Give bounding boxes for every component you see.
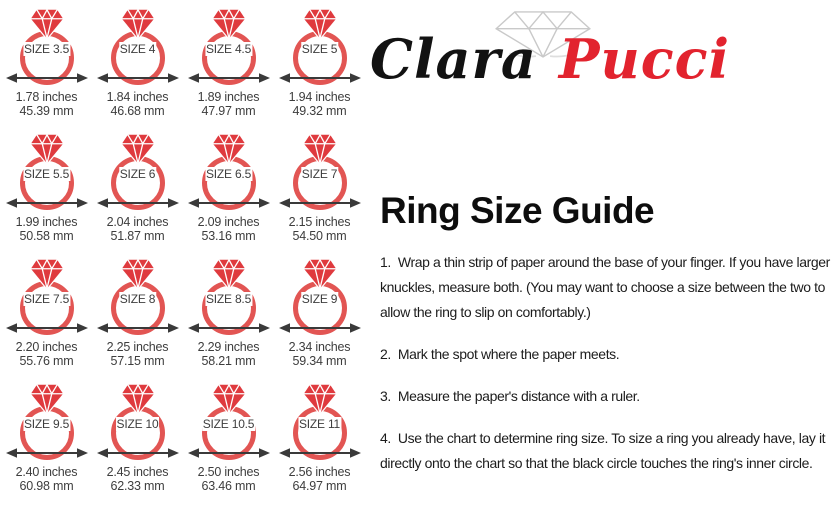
double-headed-arrow-icon <box>279 71 361 85</box>
ring-size-label: SIZE 4 <box>119 42 156 56</box>
ring-measurements <box>274 91 365 118</box>
ring-measurements <box>274 216 365 243</box>
step-text: Mark the spot where the paper meets. <box>397 346 620 362</box>
diamond-gem-icon <box>211 133 247 164</box>
instruction-step <box>380 384 836 409</box>
ring-inches: 2.34 inches <box>288 340 351 354</box>
ring-measurements <box>1 341 92 368</box>
ring-measurements <box>92 216 183 243</box>
ring-mm: 55.76 mm <box>19 353 74 368</box>
ring-size-label: SIZE 6.5 <box>205 167 252 181</box>
ring-size-label: SIZE 10 <box>116 417 159 431</box>
ring-cell <box>92 5 183 130</box>
ring-mm: 51.87 mm <box>110 228 165 243</box>
ring-size-label: SIZE 4.5 <box>205 42 252 56</box>
double-headed-arrow-icon <box>6 196 88 210</box>
step-number: 2. <box>380 346 391 362</box>
ring-mm: 45.39 mm <box>19 103 74 118</box>
ring-inches: 2.04 inches <box>106 215 169 229</box>
instruction-step <box>380 342 836 367</box>
ring-size-grid <box>1 5 367 505</box>
ring-size-label: SIZE 5 <box>301 42 338 56</box>
ring-mm: 53.16 mm <box>201 228 256 243</box>
ring-inches: 2.50 inches <box>197 465 260 479</box>
ring-cell <box>92 130 183 255</box>
step-number: 4. <box>380 430 391 446</box>
brand-name-clara: Clara <box>370 27 537 91</box>
ring-cell <box>274 130 365 255</box>
ring-cell <box>274 380 365 505</box>
ring-mm: 59.34 mm <box>292 353 347 368</box>
ring-cell <box>274 255 365 380</box>
ring-size-label: SIZE 3.5 <box>23 42 70 56</box>
ring-size-label: SIZE 10.5 <box>202 417 255 431</box>
step-text: Use the chart to determine ring size. To size a ring you already have, lay it directly onto the chart so that the black circle touches the ring's inner circle. <box>380 430 826 471</box>
ring-inches: 2.09 inches <box>197 215 260 229</box>
ring-inches: 1.94 inches <box>288 90 351 104</box>
ring-inches: 2.25 inches <box>106 340 169 354</box>
ring-mm: 63.46 mm <box>201 478 256 493</box>
double-headed-arrow-icon <box>279 446 361 460</box>
ring-cell <box>183 380 274 505</box>
ring-inches: 2.45 inches <box>106 465 169 479</box>
ring-measurements <box>183 341 274 368</box>
double-headed-arrow-icon <box>188 321 270 335</box>
ring-mm: 62.33 mm <box>110 478 165 493</box>
ring-mm: 57.15 mm <box>110 353 165 368</box>
diamond-gem-icon <box>211 8 247 39</box>
ring-mm: 54.50 mm <box>292 228 347 243</box>
diamond-gem-icon <box>120 8 156 39</box>
diamond-gem-icon <box>120 383 156 414</box>
double-headed-arrow-icon <box>97 196 179 210</box>
ring-cell <box>1 5 92 130</box>
diamond-gem-icon <box>211 258 247 289</box>
ring-measurements <box>92 91 183 118</box>
ring-cell <box>183 130 274 255</box>
brand-name <box>370 28 730 90</box>
ring-cell <box>92 380 183 505</box>
ring-measurements <box>183 216 274 243</box>
double-headed-arrow-icon <box>188 446 270 460</box>
ring-mm: 49.32 mm <box>292 103 347 118</box>
ring-inches: 1.78 inches <box>15 90 78 104</box>
double-headed-arrow-icon <box>97 71 179 85</box>
diamond-gem-icon <box>120 258 156 289</box>
ring-size-label: SIZE 7 <box>301 167 338 181</box>
ring-size-label: SIZE 11 <box>298 417 341 431</box>
ring-inches: 2.20 inches <box>15 340 78 354</box>
diamond-gem-icon <box>302 258 338 289</box>
ring-size-label: SIZE 8.5 <box>205 292 252 306</box>
instruction-step <box>380 250 836 325</box>
double-headed-arrow-icon <box>188 196 270 210</box>
ring-cell <box>1 130 92 255</box>
ring-mm: 47.97 mm <box>201 103 256 118</box>
ring-inches: 2.40 inches <box>15 465 78 479</box>
ring-size-label: SIZE 8 <box>119 292 156 306</box>
ring-cell <box>1 255 92 380</box>
diamond-gem-icon <box>211 383 247 414</box>
ring-cell <box>1 380 92 505</box>
diamond-gem-icon <box>29 258 65 289</box>
double-headed-arrow-icon <box>6 321 88 335</box>
ring-measurements <box>183 91 274 118</box>
ring-measurements <box>274 341 365 368</box>
double-headed-arrow-icon <box>279 196 361 210</box>
step-number: 1. <box>380 254 391 270</box>
ring-measurements <box>1 216 92 243</box>
double-headed-arrow-icon <box>97 321 179 335</box>
ring-measurements <box>274 466 365 493</box>
ring-mm: 60.98 mm <box>19 478 74 493</box>
instructions-list <box>380 250 836 493</box>
diamond-gem-icon <box>29 383 65 414</box>
diamond-gem-icon <box>120 133 156 164</box>
brand-logo <box>368 6 834 110</box>
diamond-gem-icon <box>29 8 65 39</box>
ring-cell <box>183 5 274 130</box>
ring-cell <box>274 5 365 130</box>
step-number: 3. <box>380 388 391 404</box>
ring-mm: 64.97 mm <box>292 478 347 493</box>
ring-measurements <box>92 341 183 368</box>
ring-inches: 1.89 inches <box>197 90 260 104</box>
ring-size-label: SIZE 7.5 <box>23 292 70 306</box>
double-headed-arrow-icon <box>6 71 88 85</box>
ring-inches: 1.99 inches <box>15 215 78 229</box>
double-headed-arrow-icon <box>188 71 270 85</box>
ring-mm: 58.21 mm <box>201 353 256 368</box>
ring-size-label: SIZE 9.5 <box>23 417 70 431</box>
ring-inches: 2.15 inches <box>288 215 351 229</box>
ring-measurements <box>1 466 92 493</box>
double-headed-arrow-icon <box>6 446 88 460</box>
ring-mm: 50.58 mm <box>19 228 74 243</box>
ring-size-label: SIZE 5.5 <box>23 167 70 181</box>
ring-inches: 2.29 inches <box>197 340 260 354</box>
ring-measurements <box>1 91 92 118</box>
ring-inches: 2.56 inches <box>288 465 351 479</box>
ring-size-label: SIZE 9 <box>301 292 338 306</box>
diamond-gem-icon <box>302 383 338 414</box>
ring-measurements <box>183 466 274 493</box>
ring-size-label: SIZE 6 <box>119 167 156 181</box>
step-text: Measure the paper's distance with a ruler. <box>397 388 640 404</box>
ring-inches: 1.84 inches <box>106 90 169 104</box>
double-headed-arrow-icon <box>97 446 179 460</box>
ring-measurements <box>92 466 183 493</box>
ring-mm: 46.68 mm <box>110 103 165 118</box>
ring-cell <box>183 255 274 380</box>
diamond-gem-icon <box>302 8 338 39</box>
ring-cell <box>92 255 183 380</box>
page-title: Ring Size Guide <box>380 190 655 231</box>
diamond-gem-icon <box>302 133 338 164</box>
brand-name-pucci: Pucci <box>558 27 731 91</box>
double-headed-arrow-icon <box>279 321 361 335</box>
instruction-step <box>380 426 836 476</box>
step-text: Wrap a thin strip of paper around the base of your finger. If you have larger knuckles, measure both. (You may want to choose a size between the two to allow the ring to slip on comfortably.) <box>380 254 830 320</box>
diamond-gem-icon <box>29 133 65 164</box>
